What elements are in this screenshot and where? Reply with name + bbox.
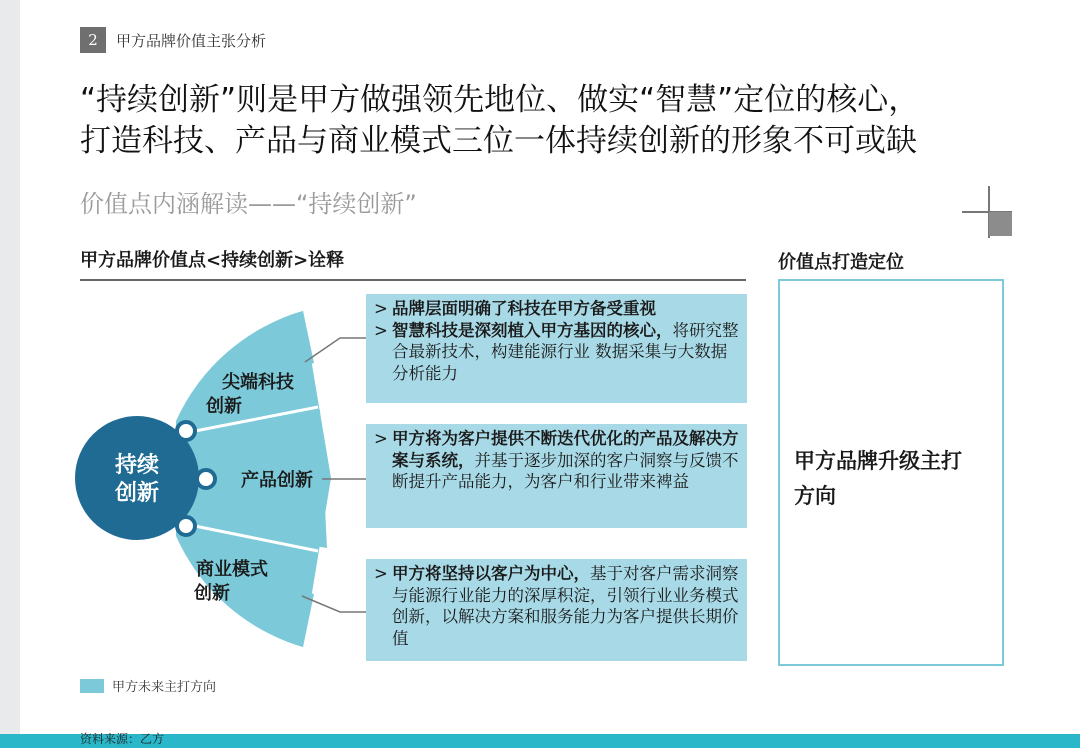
box-1-point-2-rest: 将研究整合最新技术，构建能源行业 数据采集与大数据分析能力 bbox=[392, 320, 739, 383]
left-column-heading: 甲方品牌价值点<持续创新>诠释 bbox=[80, 250, 345, 271]
section-number: 2 bbox=[80, 27, 106, 53]
legend bbox=[80, 676, 216, 695]
box-3-rest: 基于对客户需求洞察与能源行业能力的深厚积淀，引领行业业务模式创新，以解决方案和服务能力为客户提供长期价值 bbox=[392, 564, 739, 648]
slide-subheading: 价值点内涵解读——“持续创新” bbox=[80, 190, 417, 218]
description-box-tech bbox=[366, 294, 747, 403]
hub-label-line-2: 创新 bbox=[114, 481, 160, 506]
sector-label-1-line-2: 创新 bbox=[206, 396, 242, 417]
box-2-bold: 甲方将为客户提供不断迭代优化的产品及解决方案与系统， bbox=[392, 429, 739, 470]
box-1-point-1: > 品牌层面明确了科技在甲方备受重视 bbox=[392, 298, 739, 320]
connector-ring-2 bbox=[197, 470, 215, 488]
headline-line-2: 打造科技、产品与商业模式三位一体持续创新的形象不可或缺 bbox=[80, 123, 917, 159]
box-2-point-1 bbox=[392, 428, 739, 493]
connector-ring-3 bbox=[177, 517, 195, 535]
description-box-business-model bbox=[366, 559, 747, 661]
source-note: 资料来源：乙方 bbox=[80, 732, 165, 746]
description-box-product bbox=[366, 424, 747, 528]
positioning-text: 甲方品牌升级主打方向 bbox=[794, 449, 962, 508]
legend-swatch bbox=[80, 679, 104, 693]
box-3-point-1 bbox=[392, 563, 739, 649]
box-1-point-2-bold: 智慧科技是深刻植入甲方基因的核心， bbox=[392, 320, 673, 340]
hub-label-line-1: 持续 bbox=[114, 453, 160, 478]
legend-label: 甲方未来主打方向 bbox=[112, 680, 217, 695]
box-1-point-2 bbox=[392, 320, 739, 385]
connector-ring-1 bbox=[177, 422, 195, 440]
right-column-heading: 价值点打造定位 bbox=[778, 252, 904, 273]
section-title: 甲方品牌价值主张分析 bbox=[116, 31, 267, 50]
sector-label-2: 产品创新 bbox=[241, 470, 313, 491]
sector-label-3-line-2: 创新 bbox=[194, 583, 230, 604]
box-3-bold: 甲方将坚持以客户为中心， bbox=[392, 564, 590, 583]
sector-label-3-line-1: 商业模式 bbox=[196, 559, 268, 580]
sector-label-1-line-1: 尖端科技 bbox=[222, 372, 294, 393]
box-2-rest: 并基于逐步加深的客户洞察与反馈不断提升产品能力，为客户和行业带来裨益 bbox=[392, 450, 739, 491]
headline-line-1: “持续创新”则是甲方做强领先地位、做实“智慧”定位的核心， bbox=[80, 82, 920, 118]
